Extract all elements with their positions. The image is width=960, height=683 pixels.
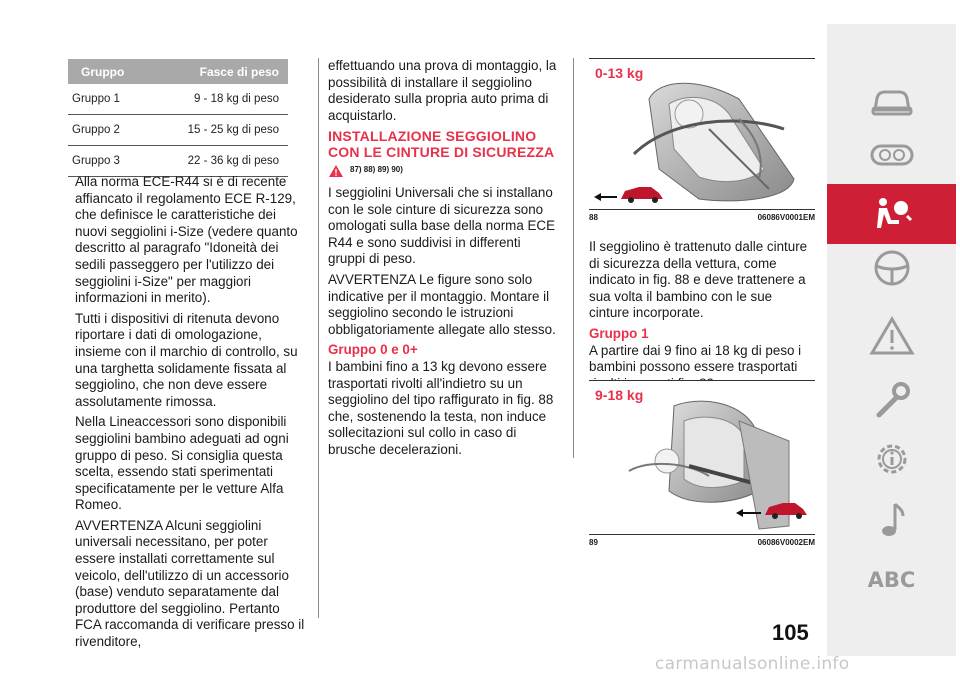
column-3	[589, 239, 815, 396]
table-row	[68, 84, 288, 115]
nav-item-index[interactable]	[827, 550, 956, 610]
steering-wheel-icon	[869, 248, 915, 288]
row-group: Gruppo 3	[72, 155, 120, 167]
airbag-person-icon	[869, 194, 915, 234]
figure-code: 06086V0001EM	[757, 213, 815, 222]
paragraph: Alla norma ECE-R44 si è di recente affiancato il regolamento ECE R-129, che definisce le caratteristiche dei nuovi seggiolini i-Size (vedere quanto descritto al paragrafo "Idoneità dei sedili passeggero per l'utilizzo dei seggiolini i-Size" per maggiori informazioni in merito).	[75, 174, 298, 306]
subheading-group-1: Gruppo 1	[589, 325, 649, 341]
figure-weight-tag: 0-13 kg	[595, 65, 644, 81]
figure-frame	[589, 58, 815, 210]
subheading-group-0: Gruppo 0 e 0+	[328, 342, 418, 358]
abc-index-label: ABC	[867, 568, 916, 592]
row-weight: 22 - 36 kg di peso	[187, 155, 279, 167]
warning-references	[328, 162, 560, 179]
column-1	[75, 174, 307, 655]
paragraph: AVVERTENZA Le figure sono solo indicative per il montaggio. Montare il seggiolino secondo le istruzioni obbligatoriamente allegate allo stesso.	[328, 271, 556, 337]
figure-88	[589, 58, 815, 222]
nav-item-multimedia[interactable]	[827, 490, 956, 550]
row-group: Gruppo 1	[72, 93, 120, 105]
column-2	[328, 58, 560, 462]
section-heading: INSTALLAZIONE SEGGIOLINO CON LE CINTURE DI SICUREZZA	[328, 128, 555, 161]
warning-triangle-icon	[328, 164, 344, 178]
row-group: Gruppo 2	[72, 124, 120, 136]
figure-number: 89	[589, 538, 598, 547]
gear-info-icon	[869, 439, 915, 479]
paragraph: Tutti i dispositivi di ritenuta devono riportare i dati di omologazione, insieme con il marchio di controllo, su una targhetta solidamente fissata al seggiolino, che non deve essere assolutamente rimossa.	[75, 310, 298, 409]
table-row	[68, 146, 288, 177]
page-number: 105	[772, 620, 809, 645]
paragraph: Nella Lineaccessori sono disponibili seggiolini bambino adeguati ad ogni gruppo di peso. Si consiglia questa scelta, essendo stati sperimentati specificatamente per le vetture Alfa Romeo.	[75, 414, 289, 513]
header-weight: Fasce di peso	[199, 64, 279, 79]
figure-frame	[589, 380, 815, 535]
nav-item-safety[interactable]	[827, 184, 956, 244]
paragraph: AVVERTENZA Alcuni seggiolini universali necessitano, per poter essere installati correttamente sul veicolo, dell'utilizzo di un accessorio (base) venduto separatamente dal produttore del seggiolino. Pertanto FCA raccomanda di verificare presso il rivenditore,	[75, 517, 305, 650]
table-row	[68, 115, 288, 146]
figure-weight-tag: 9-18 kg	[595, 387, 644, 403]
nav-item-dashboard[interactable]	[827, 124, 956, 184]
table-header	[68, 59, 288, 84]
nav-item-technical[interactable]	[827, 429, 956, 489]
paragraph: effettuando una prova di montaggio, la possibilità di installare il seggiolino desiderato sulla propria auto prima di acquistarlo.	[328, 58, 557, 123]
column-divider	[573, 58, 574, 458]
car-direction-indicator	[594, 187, 663, 203]
warning-triangle-icon	[869, 316, 915, 356]
paragraph: Il seggiolino è trattenuto dalle cinture di sicurezza della vettura, come indicato in fig. 88 e deve trattenere a sua volta il bambino con le sue cinture incorporate.	[589, 239, 808, 321]
dashboard-icon	[869, 134, 915, 174]
figure-caption	[589, 538, 815, 547]
nav-item-driving[interactable]	[827, 238, 956, 298]
figure-caption	[589, 213, 815, 222]
watermark: carmanualsonline.info	[655, 654, 850, 674]
paragraph: A partire dai 9 fino ai 18 kg di peso i bambini possono essere trasportati	[589, 342, 802, 375]
paragraph: I bambini fino a 13 kg devono essere trasportati rivolti all'indietro su un seggiolino del tipo raffigurato in fig. 88 che, sostenendo la testa, non induce sollecitazioni sul collo in caso di brusche decelerazioni.	[328, 358, 554, 457]
figure-89	[589, 380, 815, 547]
figure-code: 06086V0002EM	[757, 538, 815, 547]
row-weight: 15 - 25 kg di peso	[187, 124, 279, 136]
music-note-icon	[869, 500, 915, 540]
wrench-icon	[869, 379, 915, 419]
paragraph: I seggiolini Universali che si installano con le sole cinture di sicurezza sono omologati sulla base della norma ECE R44 e sono suddivisi in differenti gruppi di peso.	[328, 184, 556, 267]
forward-facing-seat-illustration	[589, 381, 815, 534]
header-group: Gruppo	[81, 64, 125, 79]
figure-number: 88	[589, 213, 598, 222]
rear-facing-seat-illustration	[589, 59, 815, 209]
nav-item-warnings[interactable]	[827, 306, 956, 366]
weight-group-table	[68, 59, 288, 177]
nav-item-maintenance[interactable]	[827, 369, 956, 429]
column-divider	[318, 58, 319, 618]
chapter-sidebar	[827, 24, 956, 656]
row-weight: 9 - 18 kg di peso	[193, 93, 279, 105]
references-text: 87) 88) 89) 90)	[350, 165, 403, 175]
nav-item-car[interactable]	[827, 72, 956, 132]
car-icon	[869, 82, 915, 122]
